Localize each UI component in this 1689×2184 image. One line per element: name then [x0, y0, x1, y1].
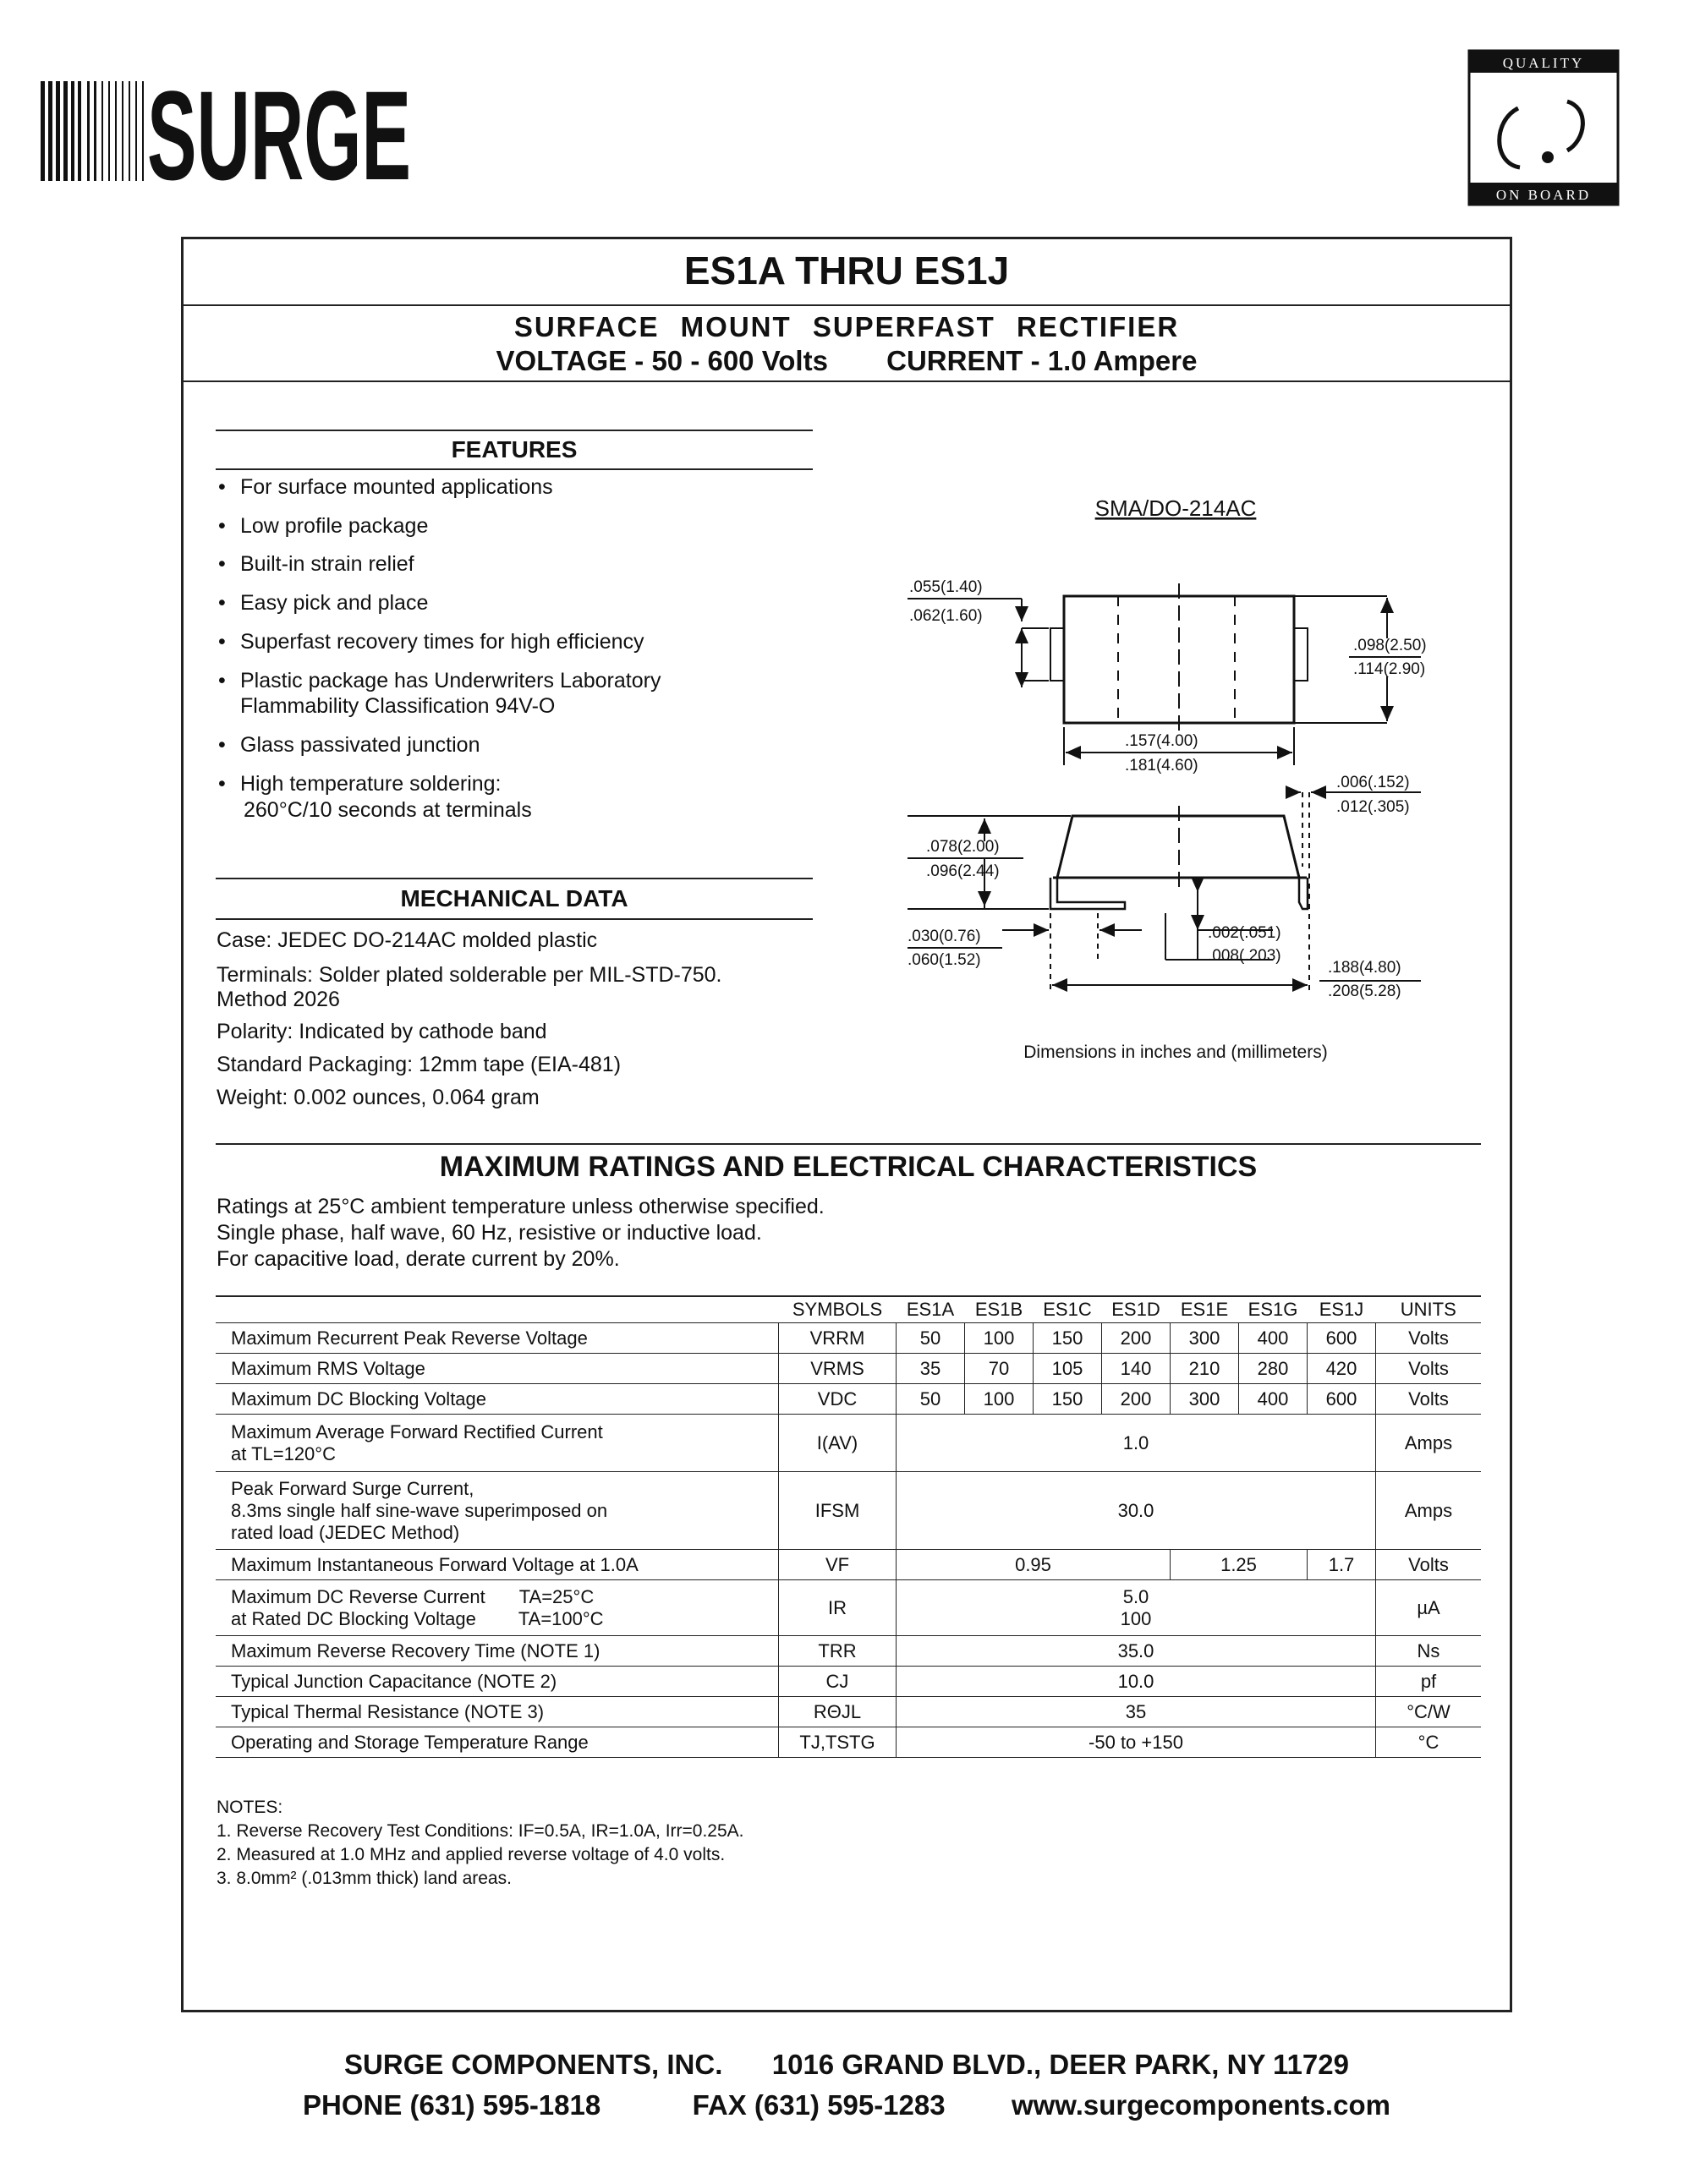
column-header: ES1B	[965, 1296, 1034, 1323]
column-header: ES1G	[1239, 1296, 1308, 1323]
dimension-caption: Dimensions in inches and (millimeters)	[1023, 1043, 1328, 1062]
mechanical-item: Case: JEDEC DO-214AC molded plastic	[217, 928, 598, 952]
table-row: Typical Junction Capacitance (NOTE 2) CJ 10.0 pf	[216, 1667, 1481, 1697]
company-footer	[181, 2044, 1512, 2126]
dim-label: .096(2.44)	[926, 862, 1000, 880]
notes-section	[217, 1796, 744, 1891]
dim-label: .062(1.60)	[909, 607, 983, 625]
dim-label: .114(2.90)	[1353, 660, 1426, 678]
column-header: UNITS	[1376, 1296, 1482, 1323]
mechanical-item: Method 2026	[217, 988, 340, 1011]
table-row: Maximum DC Blocking Voltage VDC 50 100 150 200 300 400 600 Volts	[216, 1384, 1481, 1415]
dim-label: .157(4.00)	[1125, 732, 1198, 750]
note-item: 3. 8.0mm² (.013mm thick) land areas.	[217, 1869, 512, 1888]
table-row: Maximum Recurrent Peak Reverse Voltage VRRM 50 100 150 200 300 400 600 Volts	[216, 1323, 1481, 1354]
dim-label: .188(4.80)	[1328, 959, 1401, 977]
ratings-heading: MAXIMUM RATINGS AND ELECTRICAL CHARACTERISTICS	[216, 1143, 1481, 1189]
dim-label: .006(.152)	[1336, 774, 1410, 791]
surge-logo	[41, 64, 413, 206]
part-title: ES1A THRU ES1J	[181, 237, 1512, 306]
table-row: Peak Forward Surge Current, 8.3ms single half sine-wave superimposed on rated load (JEDEC Method) IFSM 30.0 Amps	[216, 1472, 1481, 1550]
dim-label: .181(4.60)	[1125, 757, 1198, 775]
condition-line: Ratings at 25°C ambient temperature unless otherwise specified.	[217, 1195, 825, 1218]
notes-heading: NOTES:	[217, 1798, 283, 1817]
condition-line: For capacitive load, derate current by 20%.	[217, 1247, 620, 1271]
column-header: ES1E	[1171, 1296, 1239, 1323]
mechanical-item: Polarity: Indicated by cathode band	[217, 1020, 547, 1043]
company-name: SURGE COMPONENTS, INC.	[344, 2049, 723, 2080]
package-outline-drawing	[880, 486, 1472, 1103]
table-row: Maximum Average Forward Rectified Current at TL=120°C I(AV) 1.0 Amps	[216, 1415, 1481, 1472]
subtitle-box	[181, 306, 1512, 382]
fax-number: FAX (631) 595-1283	[692, 2089, 946, 2121]
mechanical-item: Terminals: Solder plated solderable per MIL-STD-750.	[217, 963, 722, 987]
dim-label: .008(.203)	[1208, 947, 1281, 965]
subtitle-line: SURFACE MOUNT SUPERFAST RECTIFIER	[513, 311, 1180, 342]
note-item: 2. Measured at 1.0 MHz and applied reverse voltage of 4.0 volts.	[217, 1845, 726, 1864]
table-row: Maximum DC Reverse Current TA=25°C at Rated DC Blocking Voltage TA=100°C IR 5.0 100 µA	[216, 1580, 1481, 1636]
dim-label: .060(1.52)	[908, 951, 981, 969]
logo-text: SURGE	[147, 64, 411, 206]
ratings-table	[216, 1295, 1481, 1758]
mechanical-item: Standard Packaging: 12mm tape (EIA-481)	[217, 1053, 622, 1076]
note-item: 1. Reverse Recovery Test Conditions: IF=0.5A, IR=1.0A, Irr=0.25A.	[217, 1821, 744, 1841]
phone-number: PHONE (631) 595-1818	[303, 2089, 601, 2121]
column-header: ES1A	[897, 1296, 965, 1323]
column-header: SYMBOLS	[779, 1296, 897, 1323]
condition-line: Single phase, half wave, 60 Hz, resistive or inductive load.	[217, 1221, 762, 1245]
current-rating: CURRENT - 1.0 Ampere	[886, 345, 1198, 376]
quality-badge-top: QUALITY	[1502, 55, 1585, 71]
package-name: SMA/DO-214AC	[1094, 495, 1257, 521]
mechanical-heading: MECHANICAL DATA	[216, 878, 813, 920]
dim-label: .055(1.40)	[909, 578, 983, 596]
dim-label: .012(.305)	[1336, 798, 1410, 816]
dim-label: .208(5.28)	[1328, 983, 1401, 1000]
dim-label: .098(2.50)	[1353, 637, 1427, 654]
table-row: Operating and Storage Temperature Range TJ,TSTG -50 to +150 °C	[216, 1727, 1481, 1758]
column-header: ES1D	[1102, 1296, 1171, 1323]
website-link[interactable]: www.surgecomponents.com	[1011, 2089, 1390, 2121]
dim-label: .030(0.76)	[908, 928, 981, 945]
dim-label: .078(2.00)	[926, 838, 1000, 856]
company-address: 1016 GRAND BLVD., DEER PARK, NY 11729	[771, 2049, 1349, 2080]
quality-badge-bottom: ON BOARD	[1495, 187, 1592, 203]
table-row: Maximum RMS Voltage VRMS 35 70 105 140 210 280 420 Volts	[216, 1354, 1481, 1384]
column-header: ES1C	[1034, 1296, 1102, 1323]
column-header: ES1J	[1308, 1296, 1376, 1323]
table-row: Maximum Reverse Recovery Time (NOTE 1) TRR 35.0 Ns	[216, 1636, 1481, 1667]
table-row: Typical Thermal Resistance (NOTE 3) RΘJL 35 °C/W	[216, 1697, 1481, 1727]
features-heading: FEATURES	[216, 430, 813, 470]
voltage-rating: VOLTAGE - 50 - 600 Volts	[496, 345, 828, 376]
dim-label: .002(.051)	[1208, 924, 1281, 942]
mechanical-item: Weight: 0.002 ounces, 0.064 gram	[217, 1086, 540, 1109]
ratings-conditions	[217, 1194, 825, 1273]
table-header-row	[216, 1296, 1481, 1323]
table-row: Maximum Instantaneous Forward Voltage at 1.0A VF 0.95 1.25 1.7 Volts	[216, 1550, 1481, 1580]
quality-on-board-badge	[1467, 49, 1620, 206]
